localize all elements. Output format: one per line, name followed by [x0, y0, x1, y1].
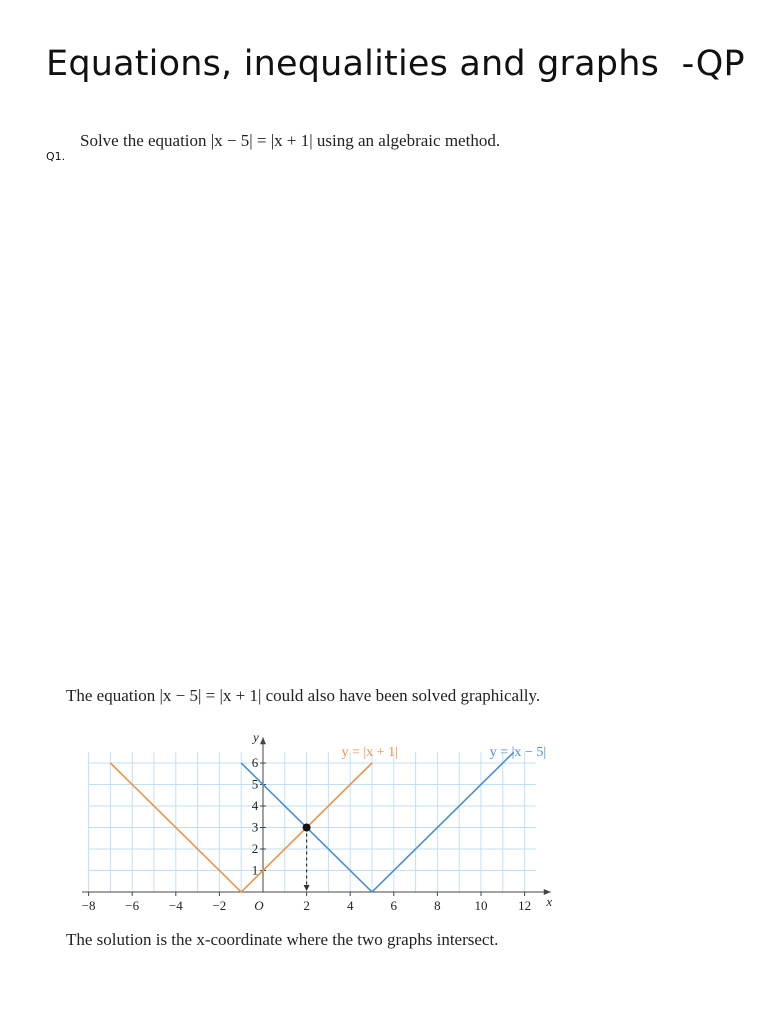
- intersection-point: [303, 824, 311, 832]
- y-tick-label: 2: [251, 841, 259, 856]
- x-tick-label: −8: [81, 898, 96, 913]
- question-text: Solve the equation |x − 5| = |x + 1| using an algebraic method.: [80, 131, 501, 150]
- x-tick-label: −6: [125, 898, 140, 913]
- x-tick-label: −4: [168, 898, 183, 913]
- y-tick-label: 1: [251, 862, 259, 878]
- x-tick-label: 10: [474, 898, 488, 913]
- y-tick-label: 6: [251, 755, 259, 770]
- y-tick-label: 4: [251, 798, 259, 813]
- series-label: y = |x − 5|: [489, 745, 547, 761]
- intersection-arrow: [304, 885, 310, 891]
- y-tick-label: 3: [251, 819, 259, 835]
- y-tick-label: 5: [251, 776, 259, 792]
- page-title: Equations, inequalities and graphs -QP: [46, 44, 745, 84]
- graph-caption: The solution is the x-coordinate where the two graphs intersect.: [66, 930, 499, 949]
- graph-intro-text: The equation |x − 5| = |x + 1| could also have been solved graphically.: [66, 686, 541, 705]
- y-axis-arrow: [260, 737, 266, 744]
- x-tick-label: O: [254, 898, 264, 913]
- x-tick-label: −2: [212, 898, 227, 913]
- series-line: [241, 752, 514, 892]
- x-tick-label: 12: [518, 898, 532, 913]
- x-tick-label: 6: [390, 898, 398, 913]
- x-tick-label: 8: [434, 898, 441, 913]
- x-tick-label: 4: [346, 898, 354, 913]
- x-tick-label: 2: [303, 898, 310, 913]
- question-number: Q1.: [46, 150, 66, 163]
- series-label: y = |x + 1|: [341, 745, 398, 761]
- y-axis-label: y: [253, 729, 259, 745]
- x-axis-label: x: [546, 894, 553, 909]
